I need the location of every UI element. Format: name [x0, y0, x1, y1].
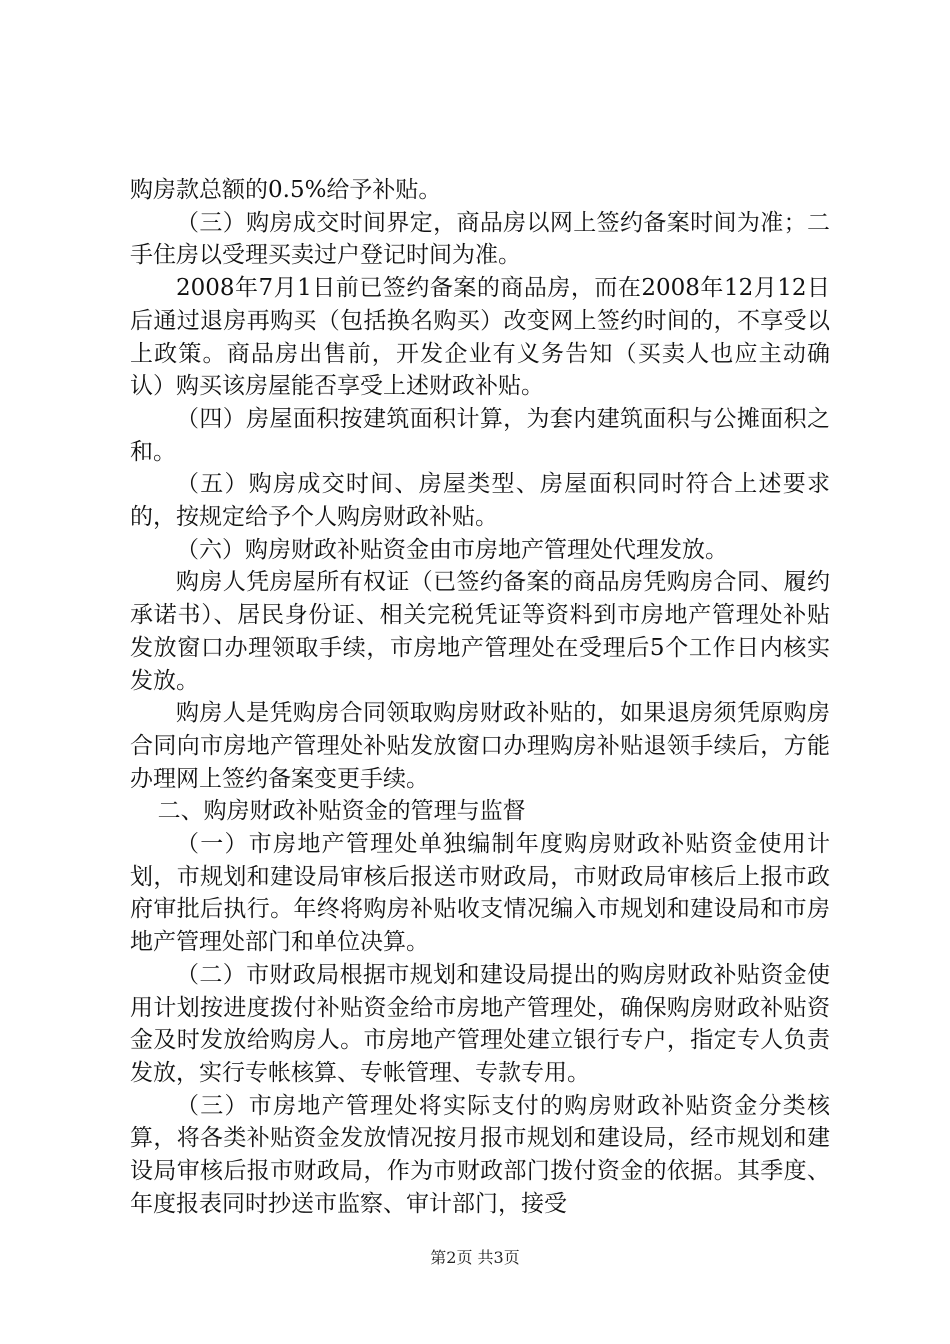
paragraph-section2-item-2: （二）市财政局根据市规划和建设局提出的购房财政补贴资金使用计划按进度拨付补贴资金给市房地产管理处，确保购房财政补贴资金及时发放给购房人。市房地产管理处建立银行专户，指定专人负责发放，实行专帐核算、专帐管理、专款专用。 — [130, 961, 830, 1086]
document-body — [130, 174, 830, 1221]
paragraph-section2-item-1: （一）市房地产管理处单独编制年度购房财政补贴资金使用计划，市规划和建设局审核后报送市财政局，市财政局审核后上报市政府审批后执行。年终将购房补贴收支情况编入市规划和建设局和市房地产管理处部门和单位决算。 — [130, 831, 830, 956]
paragraph-item-3: （三）购房成交时间界定，商品房以网上签约备案时间为准；二手住房以受理买卖过户登记时间为准。 — [130, 209, 830, 269]
paragraph-item-4: （四）房屋面积按建筑面积计算，为套内建筑面积与公摊面积之和。 — [130, 405, 830, 465]
paragraph-continuation: 购房款总额的0.5%给予补贴。 — [130, 177, 442, 203]
paragraph-item-5: （五）购房成交时间、房屋类型、房屋面积同时符合上述要求的，按规定给予个人购房财政补贴。 — [130, 471, 830, 531]
paragraph-section2-item-3: （三）市房地产管理处将实际支付的购房财政补贴资金分类核算，将各类补贴资金发放情况按月报市规划和建设局，经市规划和建设局审核后报市财政局，作为市财政部门拨付资金的依据。其季度、年度报表同时抄送市监察、审计部门，接受 — [130, 1092, 830, 1217]
paragraph-note-2008: 2008年7月1日前已签约备案的商品房，而在2008年12月12日后通过退房再购买（包括换名购买）改变网上签约时间的，不享受以上政策。商品房出售前，开发企业有义务告知（买卖人也应主动确认）购买该房屋能否享受上述财政补贴。 — [130, 275, 830, 400]
page-number-footer: 第2页 共3页 — [430, 1248, 520, 1267]
paragraph-item-6: （六）购房财政补贴资金由市房地产管理处代理发放。 — [176, 536, 728, 563]
paragraph-claim-procedure: 购房人凭房屋所有权证（已签约备案的商品房凭购房合同、履约承诺书）、居民身份证、相关完税凭证等资料到市房地产管理处补贴发放窗口办理领取手续，市房地产管理处在受理后5个工作日内核实发放。 — [130, 569, 830, 694]
section-heading-2: 二、购房财政补贴资金的管理与监督 — [157, 798, 526, 825]
paragraph-refund-procedure: 购房人是凭购房合同领取购房财政补贴的，如果退房须凭原购房合同向市房地产管理处补贴发放窗口办理购房补贴退领手续后，方能办理网上签约备案变更手续。 — [130, 700, 830, 792]
